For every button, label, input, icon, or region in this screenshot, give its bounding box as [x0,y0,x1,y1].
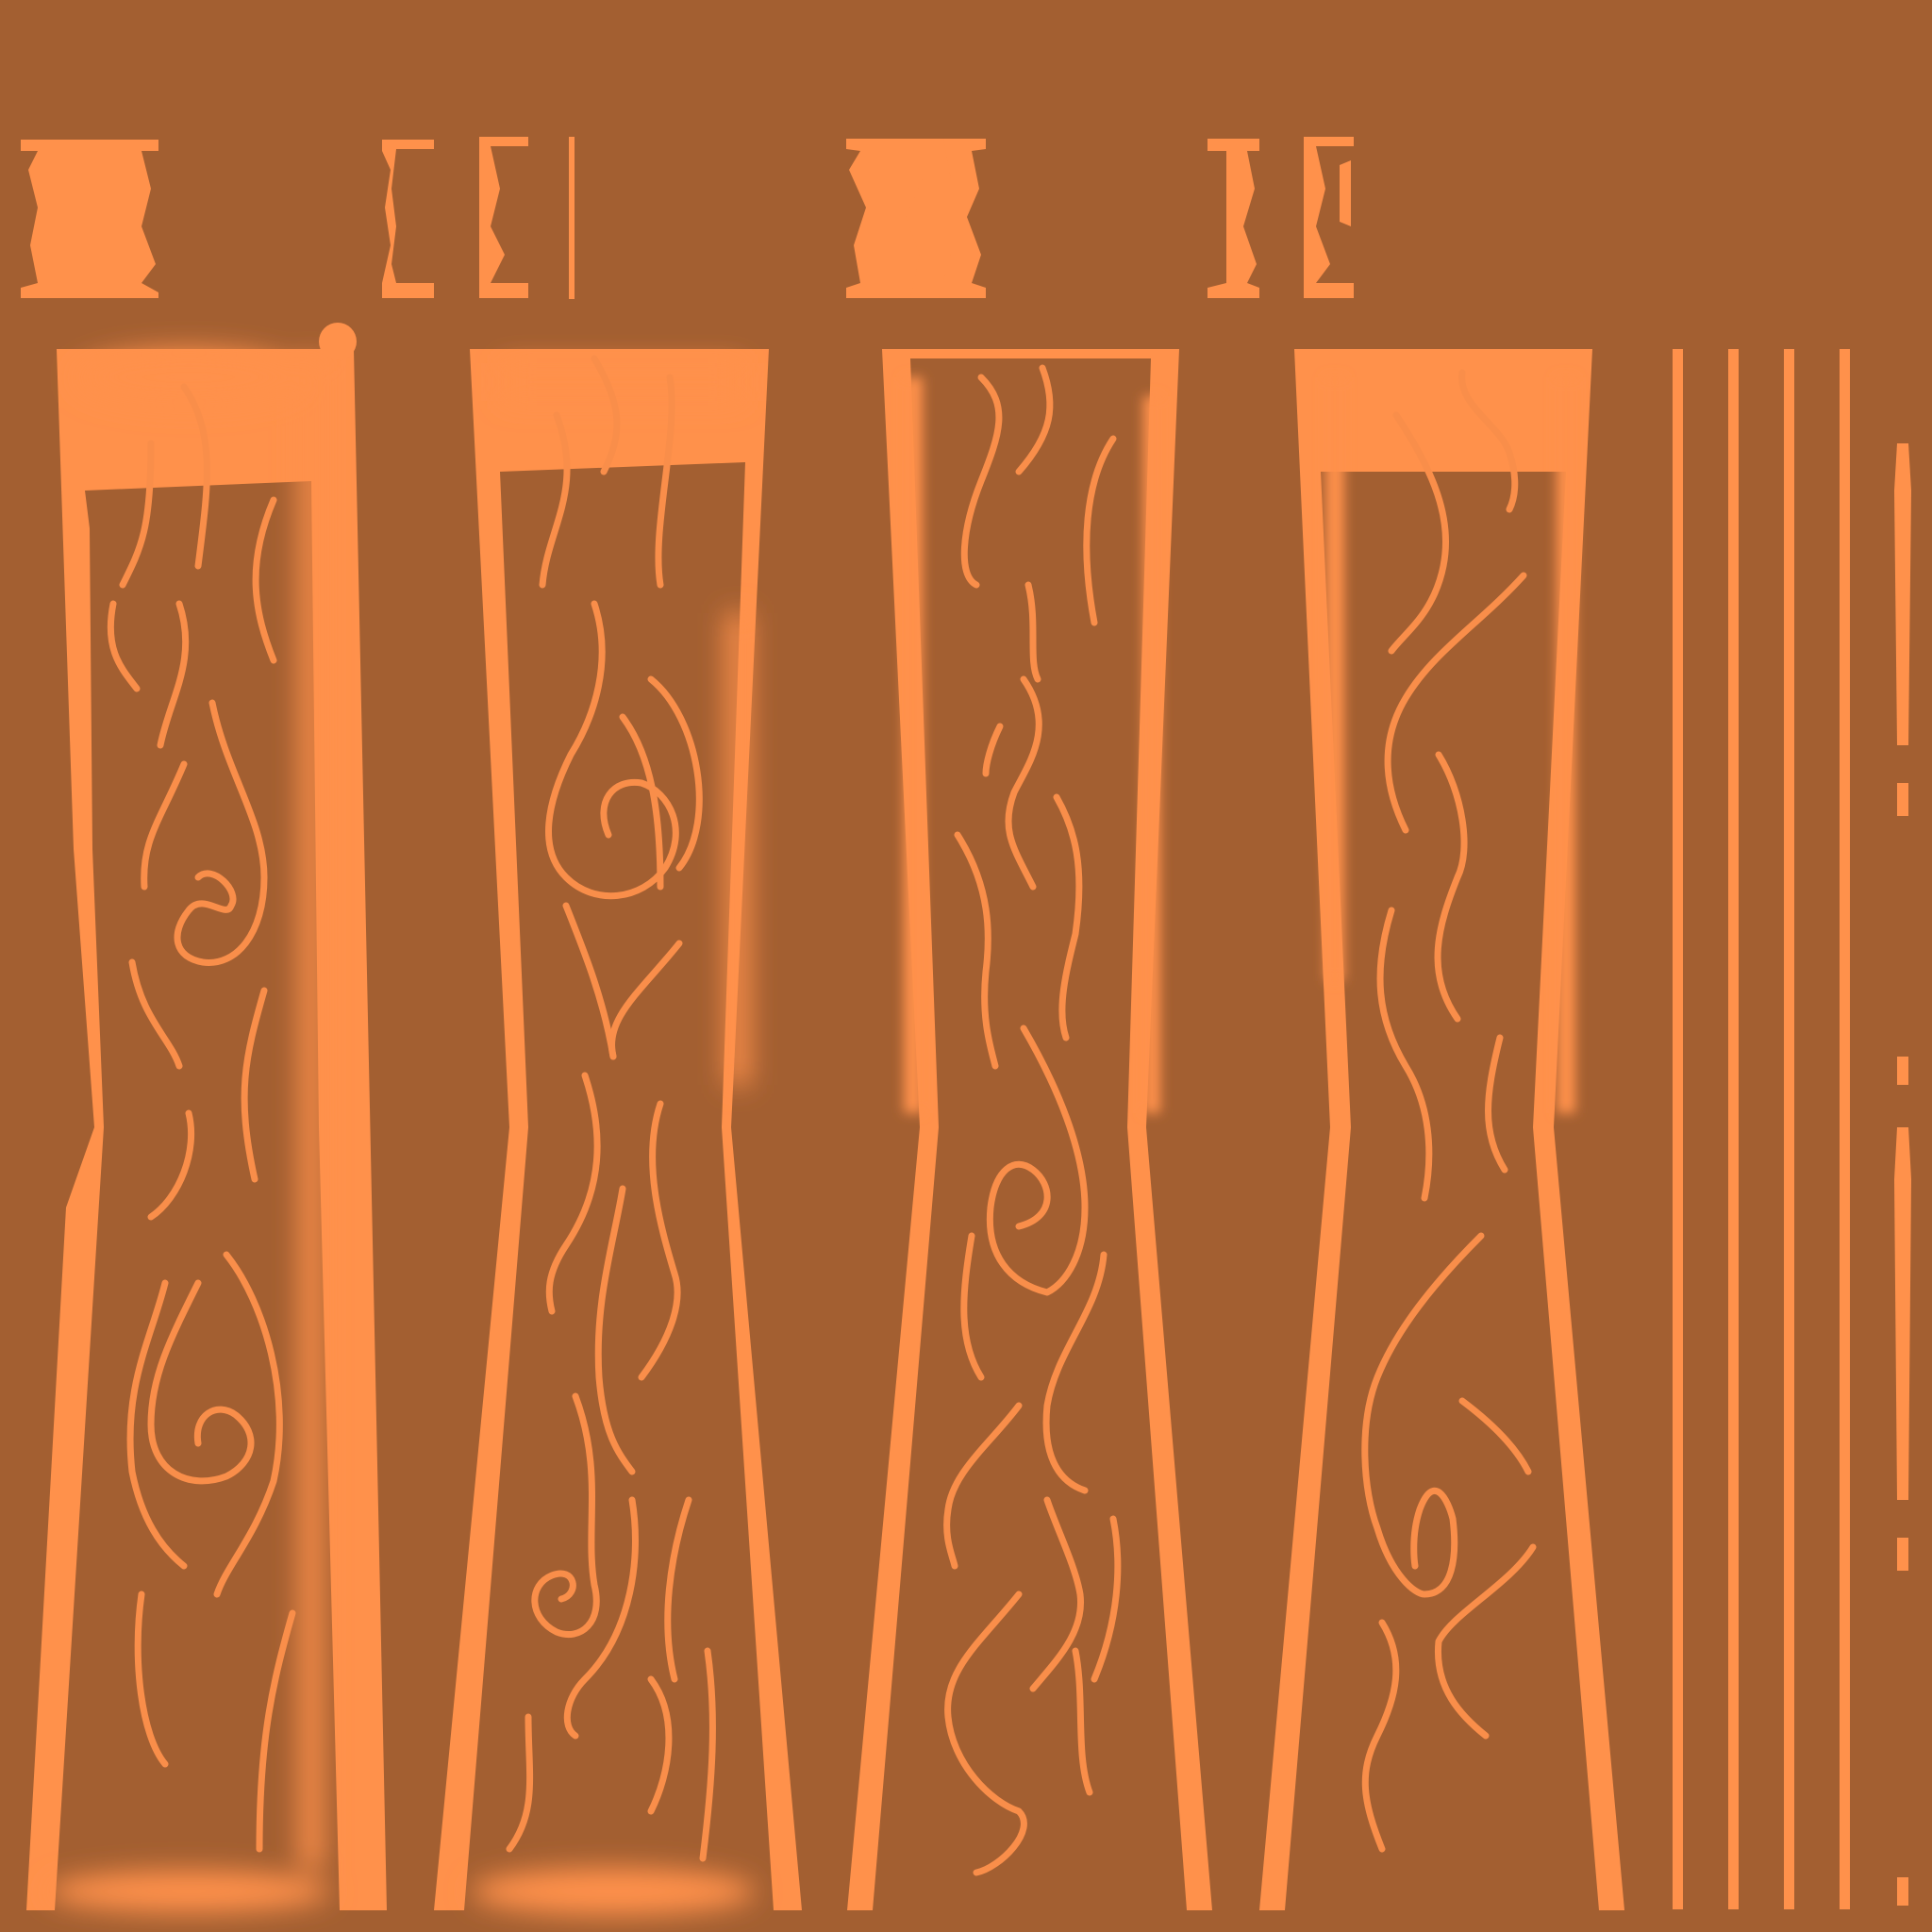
rail-3 [1784,349,1794,1909]
tile-4 [846,139,986,298]
side-tick-2 [1897,1057,1908,1085]
side-strip-2 [1894,1127,1911,1500]
side-tick-1 [1897,783,1908,816]
rail-2 [1728,349,1739,1909]
rail-1 [1673,349,1683,1909]
rail-4 [1840,349,1850,1909]
side-strip-1 [1894,443,1911,745]
tile-1 [21,140,158,298]
side-tick-4 [1897,1877,1908,1906]
side-tick-3 [1897,1538,1908,1571]
